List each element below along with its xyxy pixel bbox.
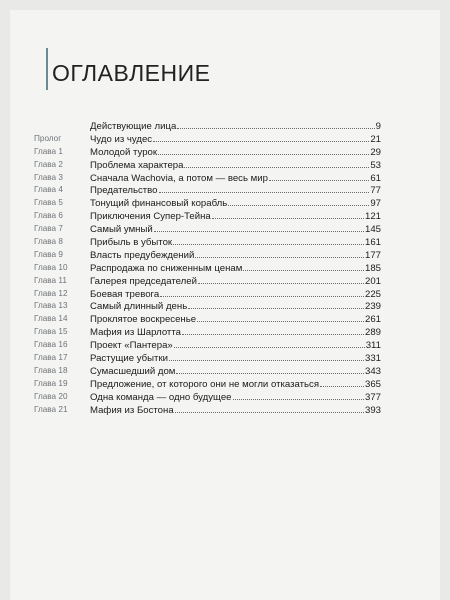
dot-leader	[197, 313, 364, 322]
heading-accent-rule	[46, 48, 48, 90]
dot-leader	[158, 146, 369, 155]
toc-chapter-number: Глава 1	[34, 146, 63, 156]
toc-row	[10, 391, 440, 404]
toc-title: Боевая тревога	[90, 288, 160, 300]
toc-entry	[90, 184, 381, 198]
dot-leader	[174, 339, 365, 348]
toc-entry	[90, 159, 381, 173]
dot-leader	[233, 391, 364, 400]
toc-page-number: 145	[364, 224, 381, 236]
toc-title: Молодой турок	[90, 146, 158, 158]
dot-leader	[184, 159, 369, 168]
toc-row	[10, 352, 440, 365]
dot-leader	[160, 288, 364, 297]
toc-page-number: 239	[364, 301, 381, 313]
toc-entry	[90, 236, 381, 250]
page-title: ОГЛАВЛЕНИЕ	[52, 60, 211, 86]
toc-page-number: 311	[365, 340, 381, 352]
toc-row	[10, 146, 440, 159]
toc-row	[10, 249, 440, 262]
toc-chapter-number: Глава 6	[34, 211, 63, 221]
toc-title: Сумасшедший дом	[90, 365, 176, 377]
toc-title: Проклятое воскресенье	[90, 314, 197, 326]
toc-row	[10, 404, 440, 417]
toc-page-number: 289	[364, 327, 381, 339]
dot-leader	[153, 133, 369, 142]
toc-chapter-number: Глава 13	[34, 301, 68, 311]
toc-chapter-number: Пролог	[34, 133, 62, 143]
toc-row	[10, 275, 440, 288]
toc-row	[10, 210, 440, 223]
toc-entry	[90, 197, 381, 211]
toc-title: Сначала Wachovia, а потом — весь мир	[90, 172, 268, 184]
toc-title: Предательство	[90, 185, 158, 197]
toc-row	[10, 378, 440, 391]
toc-entry	[90, 146, 381, 160]
dot-leader	[188, 300, 364, 309]
toc-chapter-number: Глава 20	[34, 391, 68, 401]
toc-entry	[90, 326, 381, 340]
toc-title: Приключения Супер-Тейна	[90, 211, 211, 223]
toc-page-number: 365	[364, 378, 381, 390]
toc-row	[10, 159, 440, 172]
toc-entry	[90, 249, 381, 263]
toc-page-number: 343	[364, 365, 381, 377]
book-page	[10, 10, 440, 600]
toc-entry	[90, 120, 381, 134]
toc-title: Прибыль в убыток	[90, 237, 173, 249]
toc-page-number: 121	[364, 211, 381, 223]
toc-row	[10, 236, 440, 249]
dot-leader	[228, 197, 369, 206]
toc-page-number: 61	[370, 172, 381, 184]
toc-page-number: 97	[370, 198, 381, 210]
toc-title: Галерея председателей	[90, 275, 197, 287]
toc-page-number: 77	[370, 185, 381, 197]
toc-title: Распродажа по сниженным ценам	[90, 262, 243, 274]
toc-row	[10, 133, 440, 146]
toc-page-number: 261	[364, 314, 381, 326]
toc-page-number: 9	[375, 121, 381, 132]
toc-row	[10, 300, 440, 313]
dot-leader	[243, 262, 364, 271]
toc-title: Мафия из Шарлотта	[90, 327, 181, 339]
toc-chapter-number: Глава 18	[34, 365, 68, 375]
toc-chapter-number: Глава 16	[34, 340, 68, 350]
toc-chapter-number: Глава 12	[34, 288, 68, 298]
toc-entry	[90, 378, 381, 392]
toc-row	[10, 326, 440, 339]
toc-page-number: 53	[370, 159, 381, 171]
toc-title: Мафия из Бостона	[90, 404, 174, 416]
toc-title: Одна команда — одно будущее	[90, 391, 232, 403]
toc-chapter-number: Глава 3	[34, 172, 63, 182]
toc-chapter-number: Глава 19	[34, 378, 68, 388]
toc-chapter-number: Глава 14	[34, 314, 68, 324]
toc-entry	[90, 365, 381, 379]
toc-title: Самый умный	[90, 224, 153, 236]
toc-entry	[90, 133, 381, 147]
toc-page-number: 331	[364, 353, 381, 365]
toc-title: Тонущий финансовый корабль	[90, 198, 228, 210]
toc-chapter-number: Глава 2	[34, 159, 63, 169]
toc-row	[10, 288, 440, 301]
toc-chapter-number: Глава 15	[34, 327, 68, 337]
toc-page-number: 21	[370, 133, 381, 145]
toc-page-number: 177	[364, 249, 381, 261]
toc-title: Предложение, от которого они не могли отказаться	[90, 378, 320, 390]
toc-entry	[90, 404, 381, 418]
toc-title: Чудо из чудес	[90, 133, 153, 145]
toc-entry	[90, 352, 381, 366]
toc-chapter-number: Глава 10	[34, 262, 68, 272]
toc-chapter-number: Глава 21	[34, 404, 68, 414]
toc-entry	[90, 275, 381, 289]
toc-page-number: 377	[364, 391, 381, 403]
toc-row	[10, 172, 440, 185]
toc-entry	[90, 313, 381, 327]
toc-chapter-number: Глава 8	[34, 237, 63, 247]
toc-title: Проект «Пантера»	[90, 340, 173, 352]
toc-title: Самый длинный день	[90, 301, 188, 313]
toc-entry	[90, 300, 381, 314]
table-of-contents	[10, 120, 440, 416]
toc-chapter-number: Глава 4	[34, 185, 63, 195]
dot-leader	[154, 223, 364, 232]
toc-entry	[90, 223, 381, 237]
dot-leader	[269, 172, 369, 181]
toc-row	[10, 184, 440, 197]
toc-row	[10, 339, 440, 352]
toc-chapter-number: Глава 5	[34, 198, 63, 208]
toc-chapter-number: Глава 11	[34, 275, 67, 285]
dot-leader	[159, 184, 370, 193]
toc-entry	[90, 288, 381, 302]
toc-page-number: 161	[364, 237, 381, 249]
toc-chapter-number: Глава 9	[34, 249, 63, 259]
dot-leader	[198, 275, 364, 284]
dot-leader	[169, 352, 364, 361]
dot-leader	[176, 365, 364, 374]
toc-title: Власть предубеждений	[90, 249, 195, 261]
dot-leader	[175, 404, 364, 413]
toc-row	[10, 262, 440, 275]
toc-row	[10, 313, 440, 326]
toc-chapter-number: Глава 17	[34, 353, 68, 363]
toc-title: Проблема характера	[90, 159, 184, 171]
toc-chapter-number: Глава 7	[34, 224, 63, 234]
toc-entry	[90, 391, 381, 405]
dot-leader	[195, 249, 364, 258]
toc-page-number: 225	[364, 288, 381, 300]
toc-page-number: 201	[364, 275, 381, 287]
toc-entry	[90, 172, 381, 186]
dot-leader	[320, 378, 364, 387]
toc-page-number: 393	[364, 404, 381, 416]
toc-row	[10, 365, 440, 378]
toc-row	[10, 197, 440, 210]
toc-page-number: 29	[370, 146, 381, 158]
toc-entry	[90, 262, 381, 276]
toc-title: Действующие лица	[90, 121, 177, 132]
toc-entry	[90, 210, 381, 224]
toc-title: Растущие убытки	[90, 353, 169, 365]
dot-leader	[173, 236, 364, 245]
toc-entry	[90, 339, 381, 353]
toc-page-number: 185	[364, 262, 381, 274]
dot-leader	[212, 210, 364, 219]
dot-leader	[182, 326, 364, 335]
dot-leader	[177, 120, 374, 129]
toc-row	[10, 120, 440, 133]
toc-row	[10, 223, 440, 236]
